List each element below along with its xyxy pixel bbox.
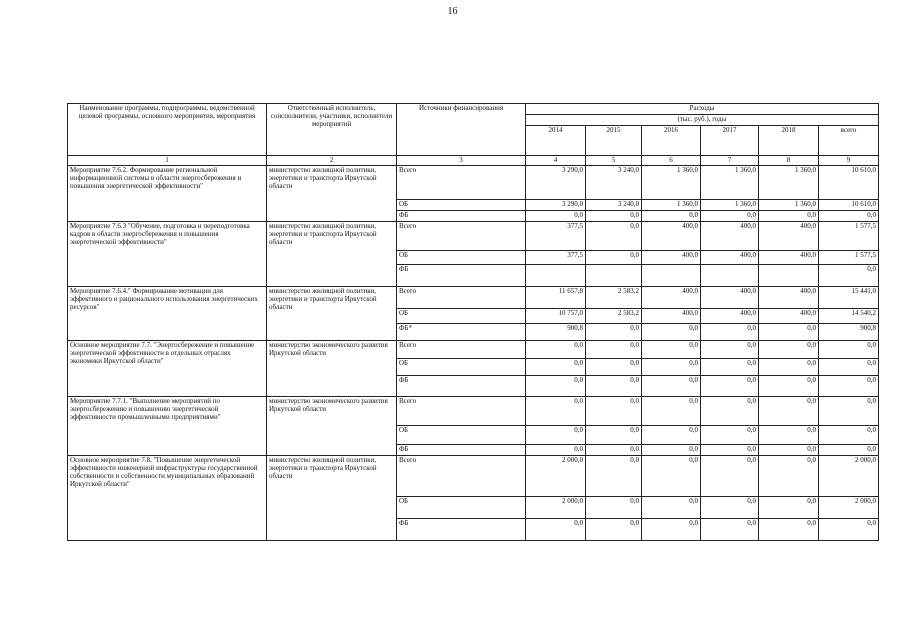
expense-value: 3 290,0: [526, 200, 586, 211]
header-year: 2015: [586, 126, 642, 156]
expense-total: 10 610,0: [819, 200, 879, 211]
column-index: 3: [397, 156, 526, 166]
expense-value: 0,0: [642, 324, 701, 341]
expense-value: 0,0: [586, 341, 642, 359]
responsible-executor: министерство экономического развития Иркутской области: [267, 397, 397, 456]
expense-value: 377,5: [526, 222, 586, 251]
expense-value: 1 360,0: [701, 166, 759, 200]
expense-total: 0,0: [819, 445, 879, 456]
expense-total: 0,0: [819, 265, 879, 287]
expense-value: 0,0: [526, 397, 586, 426]
expense-value: 0,0: [586, 519, 642, 541]
expense-value: 0,0: [759, 376, 819, 397]
expense-value: 0,0: [586, 211, 642, 222]
expense-value: 0,0: [642, 456, 701, 497]
expense-value: 3 290,0: [526, 166, 586, 200]
expense-total: 2 000,0: [819, 456, 879, 497]
expense-value: 0,0: [586, 251, 642, 265]
expense-value: 0,0: [701, 445, 759, 456]
expense-value: 400,0: [642, 251, 701, 265]
expense-value: 0,0: [526, 211, 586, 222]
column-index: 9: [819, 156, 879, 166]
header-year: 2018: [759, 126, 819, 156]
expense-value: 0,0: [759, 341, 819, 359]
funding-source: ФБ: [397, 445, 526, 456]
expense-value: 2 583,2: [586, 309, 642, 324]
expense-value: 400,0: [759, 251, 819, 265]
expense-value: 0,0: [701, 376, 759, 397]
table-row: [68, 166, 879, 200]
expense-value: 400,0: [642, 309, 701, 324]
funding-source: ОБ: [397, 426, 526, 445]
expense-value: 0,0: [586, 397, 642, 426]
expense-value: 1 360,0: [759, 200, 819, 211]
expense-total: 1 577,5: [819, 251, 879, 265]
expense-value: 0,0: [526, 445, 586, 456]
header-year-total: всего: [819, 126, 879, 156]
header-year: 2016: [642, 126, 701, 156]
activity-name: Основное мероприятие 7.7. "Энергосбережение и повышение энергетической эффективности в отдельных отраслях экономики Иркутской области": [68, 341, 267, 397]
expense-total: 0,0: [819, 341, 879, 359]
expense-total: 15 441,0: [819, 287, 879, 309]
header-expenses: Расходы: [526, 104, 879, 115]
expense-total: 0,0: [819, 397, 879, 426]
responsible-executor: министерство жилищной политики, энергетики и транспорта Иркутской области: [267, 456, 397, 541]
expense-value: 0,0: [586, 222, 642, 251]
expense-value: 0,0: [642, 445, 701, 456]
expense-value: [586, 265, 642, 287]
expense-value: 0,0: [586, 445, 642, 456]
header-year: 2017: [701, 126, 759, 156]
expense-value: 0,0: [701, 324, 759, 341]
activity-name: Мероприятие 7.6.2. Формирование региональной информационной системы в области энергосбережения и повышения энергетической эффективности": [68, 166, 267, 222]
expense-total: 0,0: [819, 211, 879, 222]
expense-value: 1 360,0: [759, 166, 819, 200]
expense-value: 400,0: [759, 287, 819, 309]
funding-source: Всего: [397, 341, 526, 359]
column-index: 6: [642, 156, 701, 166]
expense-value: 0,0: [586, 376, 642, 397]
funding-source: ФБ: [397, 211, 526, 222]
expense-value: 0,0: [701, 359, 759, 376]
expense-value: 0,0: [701, 397, 759, 426]
expense-value: 400,0: [701, 222, 759, 251]
expense-total: 10 610,0: [819, 166, 879, 200]
expense-value: 0,0: [642, 359, 701, 376]
funding-source: Всего: [397, 397, 526, 426]
responsible-executor: министерство жилищной политики, энергетики и транспорта Иркутской области: [267, 222, 397, 287]
column-index: 1: [68, 156, 267, 166]
expense-value: 10 757,0: [526, 309, 586, 324]
expense-value: 2 000,0: [526, 456, 586, 497]
column-index: 4: [526, 156, 586, 166]
expense-value: 0,0: [759, 397, 819, 426]
expense-value: 400,0: [642, 222, 701, 251]
expense-value: 0,0: [586, 456, 642, 497]
funding-source: ФБ: [397, 519, 526, 541]
expense-value: 0,0: [586, 497, 642, 519]
column-index: 2: [267, 156, 397, 166]
expense-value: 377,5: [526, 251, 586, 265]
expense-value: 0,0: [642, 397, 701, 426]
expense-total: 0,0: [819, 426, 879, 445]
funding-source: Всего: [397, 166, 526, 200]
header-units: (тыс. руб.), годы: [526, 115, 879, 126]
expense-value: 2 000,0: [526, 497, 586, 519]
responsible-executor: министерство жилищной политики, энергетики и транспорта Иркутской области: [267, 287, 397, 341]
expense-value: 0,0: [759, 497, 819, 519]
expense-value: 0,0: [759, 445, 819, 456]
expense-value: 400,0: [701, 251, 759, 265]
expense-value: 0,0: [759, 426, 819, 445]
expense-value: 0,0: [701, 341, 759, 359]
responsible-executor: министерство экономического развития Иркутской области: [267, 341, 397, 397]
funding-source: ОБ: [397, 497, 526, 519]
header-year: 2014: [526, 126, 586, 156]
expense-value: [759, 265, 819, 287]
column-index: 8: [759, 156, 819, 166]
funding-source: Всего: [397, 287, 526, 309]
expense-value: 0,0: [586, 359, 642, 376]
expense-value: 0,0: [759, 519, 819, 541]
expense-value: 1 360,0: [642, 166, 701, 200]
expense-total: 14 540,2: [819, 309, 879, 324]
funding-source: Всего: [397, 456, 526, 497]
expense-value: 0,0: [701, 211, 759, 222]
funding-source: ФБ: [397, 376, 526, 397]
activity-name: Мероприятие 7.7.1. "Выполнение мероприятий по энергосбережению и повышению энергетической эффективности промышленными предприятиями": [68, 397, 267, 456]
funding-source: ФБ: [397, 265, 526, 287]
expense-value: 0,0: [701, 426, 759, 445]
expense-value: 0,0: [586, 324, 642, 341]
table-row: [68, 287, 879, 309]
expense-total: 0,0: [819, 359, 879, 376]
table-row: [68, 222, 879, 251]
activity-name: Основное мероприятие 7.8. "Повышение энергетической эффективности инженерной инфраструктуры государственной собственности и собственности муниципальных образований Иркутской области": [68, 456, 267, 541]
expense-value: 400,0: [642, 287, 701, 309]
funding-source: ОБ: [397, 309, 526, 324]
expense-value: 0,0: [526, 376, 586, 397]
expense-total: 2 000,0: [819, 497, 879, 519]
expense-value: [701, 265, 759, 287]
expense-value: 0,0: [642, 519, 701, 541]
expense-value: 0,0: [526, 519, 586, 541]
expense-value: 0,0: [526, 341, 586, 359]
expense-value: 0,0: [759, 211, 819, 222]
expense-total: 1 577,5: [819, 222, 879, 251]
budget-table: [67, 103, 879, 541]
expense-value: 0,0: [642, 341, 701, 359]
expense-value: 0,0: [701, 456, 759, 497]
column-index: 5: [586, 156, 642, 166]
expense-value: 11 657,8: [526, 287, 586, 309]
expense-value: 400,0: [759, 222, 819, 251]
expense-value: 0,0: [759, 324, 819, 341]
expense-value: 0,0: [586, 426, 642, 445]
table-row: [68, 397, 879, 426]
header-responsible: Ответственный исполнитель, соисполнители, участники, исполнители мероприятий: [267, 104, 397, 156]
expense-value: 0,0: [642, 426, 701, 445]
expense-value: 0,0: [526, 359, 586, 376]
expense-total: 900,8: [819, 324, 879, 341]
expense-total: 0,0: [819, 376, 879, 397]
column-index-row: [68, 156, 879, 166]
funding-source: ОБ: [397, 359, 526, 376]
column-index: 7: [701, 156, 759, 166]
header-sources: Источники финансирования: [397, 104, 526, 156]
header-name: Наименование программы, подпрограммы, ведомственной целевой программы, основного мероприятия, мероприятия: [68, 104, 267, 156]
expense-value: 1 360,0: [642, 200, 701, 211]
funding-source: ФБ*: [397, 324, 526, 341]
expense-value: 1 360,0: [701, 200, 759, 211]
expense-value: 3 240,0: [586, 166, 642, 200]
responsible-executor: министерство жилищной политики, энергетики и транспорта Иркутской области: [267, 166, 397, 222]
expense-value: [526, 265, 586, 287]
funding-source: ОБ: [397, 200, 526, 211]
expense-value: 400,0: [759, 309, 819, 324]
expense-value: 0,0: [526, 426, 586, 445]
expense-value: 0,0: [701, 497, 759, 519]
expense-value: 400,0: [701, 309, 759, 324]
expense-total: 0,0: [819, 519, 879, 541]
expense-value: 900,8: [526, 324, 586, 341]
table-row: [68, 341, 879, 359]
expense-value: 0,0: [642, 211, 701, 222]
table-row: [68, 456, 879, 497]
expense-value: 0,0: [642, 376, 701, 397]
expense-value: 2 583,2: [586, 287, 642, 309]
expense-value: 0,0: [759, 359, 819, 376]
activity-name: Мероприятие 7.6.3 "Обучение, подготовка и переподготовка кадров в области энергосбережения и повышения энергетической эффективности": [68, 222, 267, 287]
page-number: 16: [447, 6, 458, 17]
expense-value: 400,0: [701, 287, 759, 309]
activity-name: Мероприятие 7.6.4." Формирование мотивации для эффективного и рационального использования энергетических ресурсов": [68, 287, 267, 341]
expense-value: 0,0: [701, 519, 759, 541]
funding-source: ОБ: [397, 251, 526, 265]
expense-value: 0,0: [642, 497, 701, 519]
expense-value: 0,0: [759, 456, 819, 497]
expense-value: [642, 265, 701, 287]
expense-value: 3 240,0: [586, 200, 642, 211]
funding-source: Всего: [397, 222, 526, 251]
